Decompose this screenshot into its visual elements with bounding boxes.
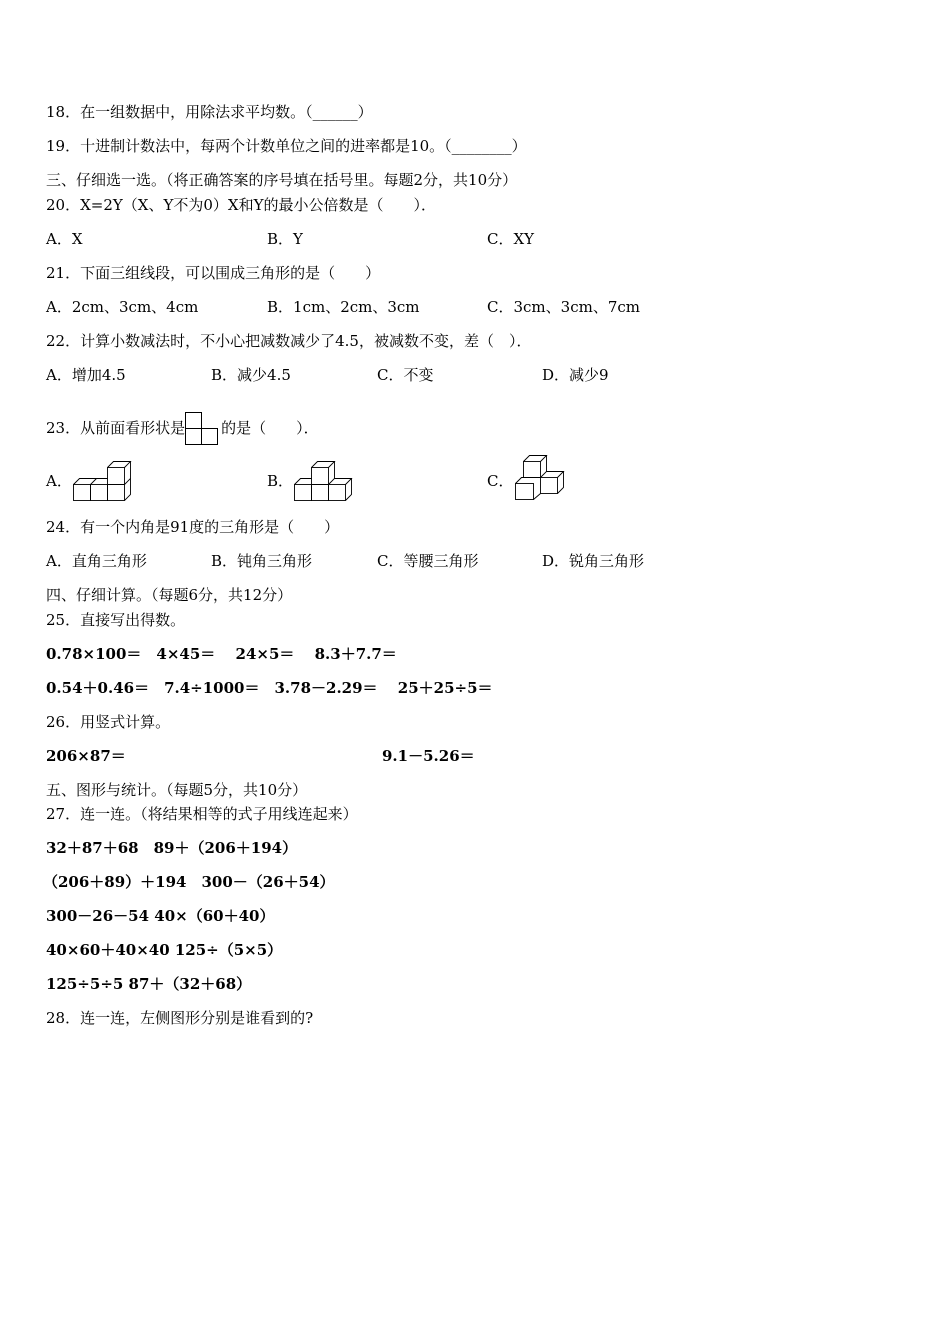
q24-option-b: B．钝角三角形 [211,552,313,570]
front-view-figure [185,411,221,447]
q25-row-2: 0.54＋0.46＝ 7.4÷1000＝ 3.78－2.29＝ 25＋25÷5＝ [46,679,493,697]
question-19: 19．十进制计数法中，每两个计数单位之间的进率都是10。（________） [46,137,527,155]
q23-text-after: 的是（ ）． [221,419,319,437]
question-22: 22．计算小数减法时，不小心把减数减少了4.5，被减数不变，差（ ）． [46,332,532,350]
q27-row-2: （206＋89）＋194 300－（26＋54） [43,873,335,891]
q23-option-b: B． [267,472,294,490]
question-26: 26．用竖式计算。 [46,713,171,731]
q20-option-b: B．Y [267,230,303,248]
q23-option-c-cubes [514,454,566,502]
q21-option-a: A．2cm、3cm、4cm [46,298,199,316]
q23-option-c: C． [487,472,514,490]
q20-option-c: C．XY [487,230,535,248]
question-18: 18．在一组数据中，用除法求平均数。（______） [46,103,373,121]
q22-option-b: B．减少4.5 [211,366,291,384]
q21-option-b: B．1cm、2cm、3cm [267,298,420,316]
q27-row-5: 125÷5÷5 87＋（32＋68） [46,975,252,993]
q26-left-expression: 206×87＝ [46,747,126,765]
question-27: 27．连一连。（将结果相等的式子用线连起来） [46,805,358,823]
question-23 [46,411,319,447]
q27-row-4: 40×60＋40×40 125÷（5×5） [46,941,283,959]
q27-row-3: 300－26－54 40×（60＋40） [46,907,275,925]
q23-option-b-cubes [293,460,355,502]
q23-option-a-cubes [72,460,134,502]
q24-option-d: D．锐角三角形 [542,552,645,570]
section-5-heading: 五、图形与统计。（每题5分，共10分） [46,781,308,799]
question-24: 24．有一个内角是91度的三角形是（ ） [46,518,340,536]
q25-row-1: 0.78×100＝ 4×45＝ 24×5＝ 8.3＋7.7＝ [46,645,397,663]
q22-option-c: C．不变 [377,366,434,384]
q23-text-before: 23．从前面看形状是 [46,419,186,437]
question-28: 28．连一连，左侧图形分别是谁看到的? [46,1009,314,1027]
q21-option-c: C．3cm、3cm、7cm [487,298,640,316]
q26-right-expression: 9.1－5.26＝ [382,747,475,765]
q22-option-d: D．减少9 [542,366,609,384]
q22-option-a: A．增加4.5 [46,366,126,384]
section-3-heading: 三、仔细选一选。（将正确答案的序号填在括号里。每题2分，共10分） [46,171,518,189]
q24-option-a: A．直角三角形 [46,552,147,570]
section-4-heading: 四、仔细计算。（每题6分，共12分） [46,586,293,604]
question-20: 20．X=2Y（X、Y不为0）X和Y的最小公倍数是（ ）． [46,196,436,214]
q27-row-1: 32＋87＋68 89＋（206＋194） [46,839,298,857]
question-25: 25．直接写出得数。 [46,611,186,629]
q23-option-a: A． [46,472,72,490]
question-21: 21．下面三组线段，可以围成三角形的是（ ） [46,264,381,282]
q24-option-c: C．等腰三角形 [377,552,479,570]
q20-option-a: A．X [46,230,83,248]
